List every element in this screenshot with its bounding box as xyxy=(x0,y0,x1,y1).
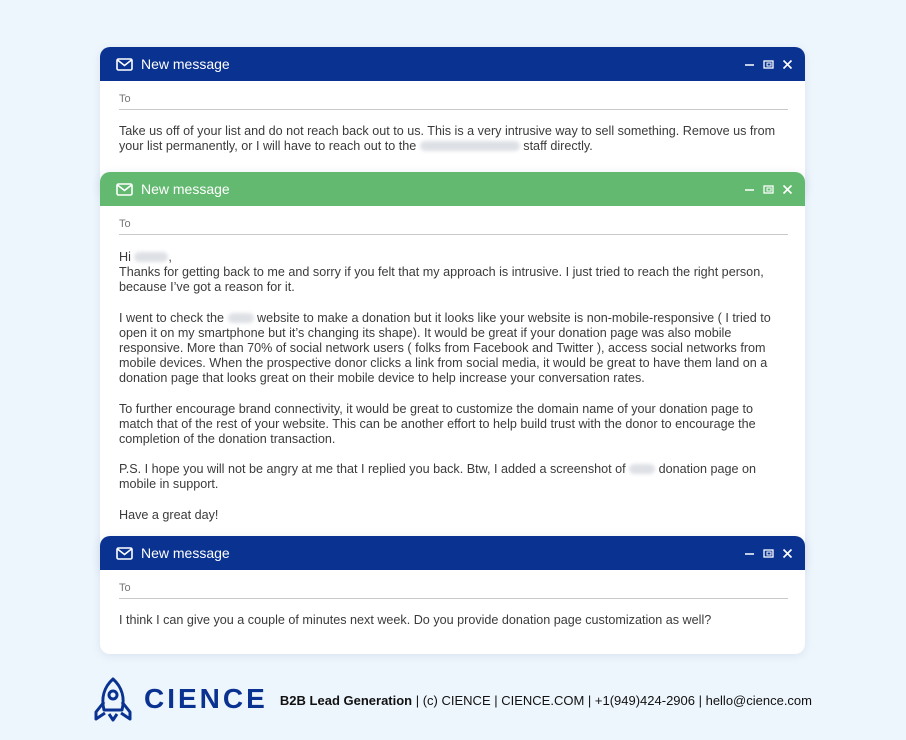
minimize-icon[interactable] xyxy=(744,59,755,70)
to-field[interactable] xyxy=(119,218,788,235)
footer xyxy=(92,676,812,726)
paragraph: P.S. I hope you will not be angry at me that I replied you back. Btw, I added a screenshot of donation page on mobile in support. xyxy=(119,462,756,492)
contact-info xyxy=(280,693,812,708)
to-label: To xyxy=(119,93,131,105)
window-titlebar[interactable] xyxy=(100,536,805,570)
window-title: New message xyxy=(141,181,230,197)
close-icon[interactable] xyxy=(782,59,793,70)
window-titlebar[interactable] xyxy=(100,47,805,81)
window-title: New message xyxy=(141,545,230,561)
to-field[interactable] xyxy=(119,582,788,599)
paragraph: I went to check the website to make a donation but it looks like your website is non-mobile-responsive ( I tried to open it on my smartphone but it’s changing its shape). It would be great if your donation page was also mobile responsive. More than 70% of social network users ( folks from Facebook and Twitter ), access social networks from mobile devices. When the prospective donor clicks a link from social media, it would be great to have them land on a donation page that looks great on their mobile device to help increase your conversation rates. xyxy=(119,310,771,386)
greeting: Hi , xyxy=(119,250,172,264)
to-label: To xyxy=(119,582,131,594)
message-body[interactable] xyxy=(119,250,788,523)
paragraph: To further encourage brand connectivity, it would be great to customize the domain name of your donation page to match that of the rest of your website. This can be another effort to help build trust with the donor to encourage the completion of the donation transaction. xyxy=(119,401,756,447)
tagline: B2B Lead Generation xyxy=(279,693,413,708)
message-body[interactable]: Take us off of your list and do not reach back out to us. This is a very intrusive way to sell something. Remove us from your list permanently, or I will have to reach out to the staff directly. xyxy=(119,124,776,154)
redacted-name xyxy=(134,252,168,262)
cience-rocket-logo xyxy=(92,676,134,722)
window-titlebar[interactable] xyxy=(100,172,805,206)
redacted-text xyxy=(629,464,655,474)
mail-icon xyxy=(116,547,133,560)
minimize-icon[interactable] xyxy=(744,548,755,559)
mail-icon xyxy=(116,183,133,196)
message-window-3 xyxy=(100,536,805,654)
contact-details: | (c) CIENCE | CIENCE.COM | +1(949)424-2906 | hello@cience.com xyxy=(412,693,812,708)
minimize-icon[interactable] xyxy=(744,184,755,195)
redacted-text xyxy=(228,313,254,323)
close-icon[interactable] xyxy=(782,548,793,559)
window-title: New message xyxy=(141,56,230,72)
cience-logo[interactable] xyxy=(92,676,268,722)
paragraph: Have a great day! xyxy=(119,507,219,522)
message-window-2 xyxy=(100,172,805,572)
redacted-text xyxy=(420,141,520,151)
brand-name: CIENCE xyxy=(144,683,268,714)
to-label: To xyxy=(119,218,131,230)
close-icon[interactable] xyxy=(782,184,793,195)
maximize-icon[interactable] xyxy=(763,184,774,195)
mail-icon xyxy=(116,58,133,71)
to-field[interactable] xyxy=(119,93,788,110)
paragraph: Thanks for getting back to me and sorry if you felt that my approach is intrusive. I just tried to reach the right person, because I’ve got a reason for it. xyxy=(119,265,764,295)
maximize-icon[interactable] xyxy=(763,59,774,70)
maximize-icon[interactable] xyxy=(763,548,774,559)
message-body[interactable]: I think I can give you a couple of minutes next week. Do you provide donation page customization as well? xyxy=(119,613,712,627)
